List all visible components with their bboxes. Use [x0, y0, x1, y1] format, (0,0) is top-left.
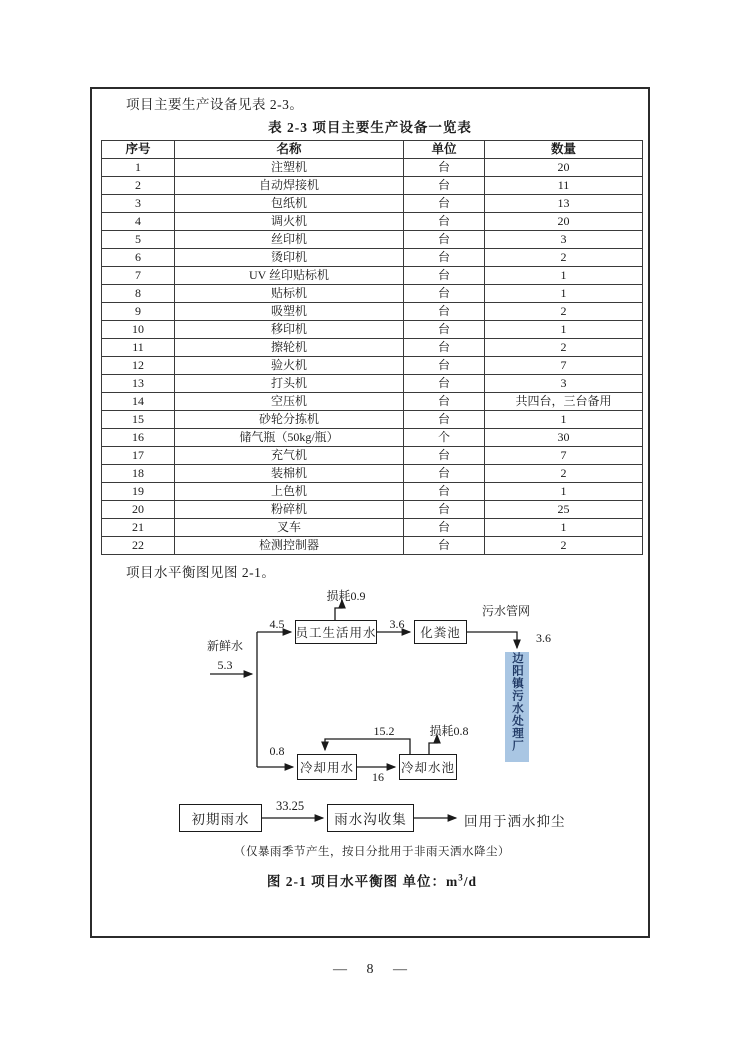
table-cell: 移印机	[175, 321, 404, 339]
table-cell: 打头机	[175, 375, 404, 393]
table-row	[102, 213, 643, 231]
cooling-water-box: 冷却用水	[297, 754, 357, 780]
loss-bottom-label: 损耗0.8	[429, 724, 469, 738]
table-row	[102, 267, 643, 285]
table-cell: 15	[102, 411, 175, 429]
table-cell: 个	[404, 429, 485, 447]
caption-sup: 3	[458, 872, 464, 883]
table-cell: 25	[485, 501, 643, 519]
table-row	[102, 537, 643, 555]
fresh-water-label: 新鲜水	[206, 639, 243, 653]
table-cell: 台	[404, 447, 485, 465]
table-cell: 20	[102, 501, 175, 519]
table-cell: 1	[485, 285, 643, 303]
table-cell: 10	[102, 321, 175, 339]
table-cell: 台	[404, 483, 485, 501]
rain-collect-box: 雨水沟收集	[327, 804, 414, 832]
septic-in-value: 3.6	[389, 617, 405, 631]
table-row	[102, 159, 643, 177]
table-cell: 台	[404, 537, 485, 555]
table-row	[102, 195, 643, 213]
plant-box	[505, 652, 529, 762]
table-cell: 19	[102, 483, 175, 501]
table-row	[102, 357, 643, 375]
table-cell: 台	[404, 519, 485, 537]
table-cell: 丝印机	[175, 231, 404, 249]
content-frame	[90, 87, 650, 938]
table-cell: 18	[102, 465, 175, 483]
table-cell: 1	[485, 411, 643, 429]
water-balance-diagram	[92, 587, 652, 902]
table-cell: 7	[102, 267, 175, 285]
table-row	[102, 465, 643, 483]
table-row	[102, 303, 643, 321]
table-cell: 台	[404, 249, 485, 267]
table-cell: 台	[404, 177, 485, 195]
table-cell: 台	[404, 285, 485, 303]
table-cell: 7	[485, 357, 643, 375]
branch-top-value: 4.5	[269, 617, 285, 631]
table-cell: 台	[404, 195, 485, 213]
table-row	[102, 429, 643, 447]
table-cell: 充气机	[175, 447, 404, 465]
table-cell: 台	[404, 231, 485, 249]
septic-tank-box: 化粪池	[414, 620, 467, 644]
initial-rain-box: 初期雨水	[179, 804, 262, 832]
balance-paragraph: 项目水平衡图见图 2-1。	[126, 565, 276, 580]
table-cell: 粉碎机	[175, 501, 404, 519]
cooling-pool-box: 冷却水池	[399, 754, 457, 780]
table-row	[102, 249, 643, 267]
table-row	[102, 177, 643, 195]
table-header-row	[102, 141, 643, 159]
table-cell: 贴标机	[175, 285, 404, 303]
rain-value: 33.25	[275, 799, 305, 813]
table-cell: 22	[102, 537, 175, 555]
table-cell: 2	[485, 339, 643, 357]
loss-top-label: 损耗0.9	[326, 589, 366, 603]
table-cell: 台	[404, 465, 485, 483]
table-row	[102, 339, 643, 357]
table-cell: 1	[485, 321, 643, 339]
table-cell: 2	[102, 177, 175, 195]
table-cell: 1	[102, 159, 175, 177]
table-cell: 擦轮机	[175, 339, 404, 357]
sewer-network-label: 污水管网	[481, 604, 530, 618]
table-cell: 吸塑机	[175, 303, 404, 321]
col-header-name: 名称	[175, 141, 404, 159]
table-cell: 台	[404, 303, 485, 321]
table-cell: 20	[485, 213, 643, 231]
table-cell: 14	[102, 393, 175, 411]
table-cell: 13	[485, 195, 643, 213]
table-row	[102, 393, 643, 411]
table-row	[102, 519, 643, 537]
table-cell: 21	[102, 519, 175, 537]
table-cell: 自动焊接机	[175, 177, 404, 195]
table-cell: UV 丝印贴标机	[175, 267, 404, 285]
table-row	[102, 375, 643, 393]
page-number: — 8 —	[333, 962, 407, 977]
table-cell: 20	[485, 159, 643, 177]
table-cell: 储气瓶（50kg/瓶）	[175, 429, 404, 447]
cooling-out-value: 16	[372, 770, 384, 784]
table-row	[102, 321, 643, 339]
diagram-caption	[92, 870, 652, 890]
table-cell: 台	[404, 375, 485, 393]
equipment-table-body	[102, 159, 643, 555]
table-cell: 11	[485, 177, 643, 195]
table-cell: 共四台，三台备用	[485, 393, 643, 411]
table-cell: 3	[485, 375, 643, 393]
table-cell: 5	[102, 231, 175, 249]
table-cell: 台	[404, 159, 485, 177]
table-cell: 空压机	[175, 393, 404, 411]
table-cell: 1	[485, 483, 643, 501]
table-cell: 2	[485, 537, 643, 555]
table-cell: 砂轮分拣机	[175, 411, 404, 429]
table-cell: 上色机	[175, 483, 404, 501]
table-cell: 台	[404, 267, 485, 285]
table-row	[102, 483, 643, 501]
caption-suffix: /d	[463, 874, 478, 889]
table-cell: 2	[485, 303, 643, 321]
table-cell: 台	[404, 213, 485, 231]
rain-use-label: 回用于洒水抑尘	[464, 814, 566, 829]
branch-bottom-value: 0.8	[269, 744, 285, 758]
col-header-index: 序号	[102, 141, 175, 159]
domestic-water-box: 员工生活用水	[295, 620, 377, 644]
table-cell: 包纸机	[175, 195, 404, 213]
table-cell: 叉车	[175, 519, 404, 537]
table-cell: 12	[102, 357, 175, 375]
table-cell: 17	[102, 447, 175, 465]
table-cell: 台	[404, 501, 485, 519]
table-cell: 1	[485, 267, 643, 285]
table-row	[102, 285, 643, 303]
diagram-note: （仅暴雨季节产生，按日分批用于非雨天洒水降尘）	[234, 846, 510, 858]
table-cell: 检测控制器	[175, 537, 404, 555]
table-cell: 6	[102, 249, 175, 267]
table-title: 表 2-3 项目主要生产设备一览表	[268, 120, 472, 135]
table-cell: 验火机	[175, 357, 404, 375]
fresh-water-value: 5.3	[217, 658, 233, 672]
table-row	[102, 231, 643, 249]
table-cell: 台	[404, 357, 485, 375]
table-row	[102, 501, 643, 519]
table-cell: 2	[485, 465, 643, 483]
table-cell: 2	[485, 249, 643, 267]
table-cell: 台	[404, 339, 485, 357]
sewer-value: 3.6	[536, 631, 551, 645]
equipment-table	[101, 140, 643, 555]
table-cell: 4	[102, 213, 175, 231]
col-header-qty: 数量	[485, 141, 643, 159]
col-header-unit: 单位	[404, 141, 485, 159]
table-cell: 16	[102, 429, 175, 447]
table-cell: 注塑机	[175, 159, 404, 177]
table-cell: 9	[102, 303, 175, 321]
table-cell: 30	[485, 429, 643, 447]
table-row	[102, 447, 643, 465]
caption-prefix: 图 2-1 项目水平衡图 单位：m	[266, 874, 459, 889]
table-cell: 台	[404, 411, 485, 429]
table-row	[102, 411, 643, 429]
table-cell: 调火机	[175, 213, 404, 231]
intro-paragraph: 项目主要生产设备见表 2-3。	[126, 97, 304, 112]
plant-box-label: 边阳镇污水处理厂	[511, 652, 523, 752]
table-cell: 台	[404, 321, 485, 339]
table-cell: 装棉机	[175, 465, 404, 483]
table-cell: 13	[102, 375, 175, 393]
table-cell: 台	[404, 393, 485, 411]
loop-value: 15.2	[373, 724, 395, 738]
table-cell: 烫印机	[175, 249, 404, 267]
table-cell: 11	[102, 339, 175, 357]
table-cell: 8	[102, 285, 175, 303]
table-cell: 7	[485, 447, 643, 465]
table-cell: 3	[102, 195, 175, 213]
table-cell: 1	[485, 519, 643, 537]
table-cell: 3	[485, 231, 643, 249]
